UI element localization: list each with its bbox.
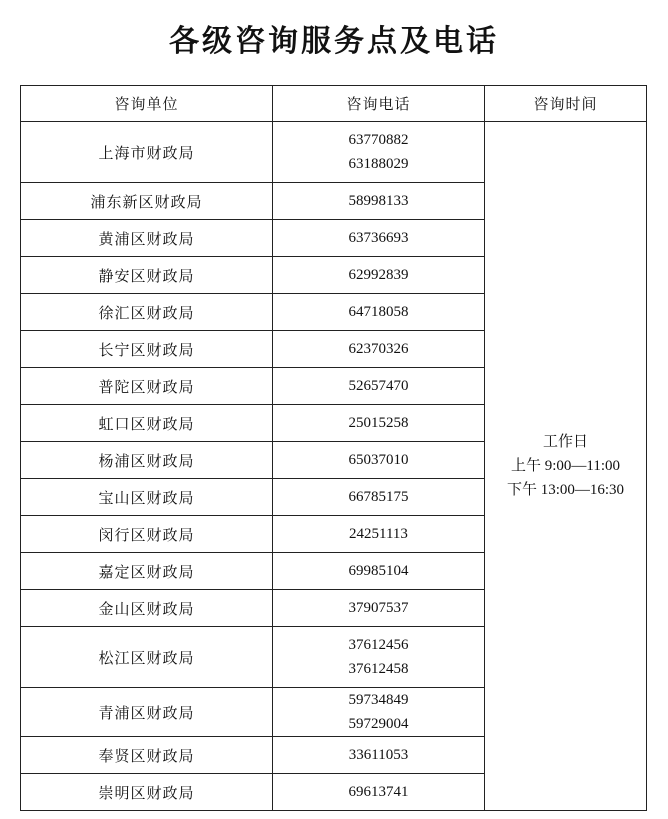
phone-number: 58998133 <box>348 193 409 209</box>
unit-name: 杨浦区财政局 <box>21 442 273 479</box>
unit-name: 普陀区财政局 <box>21 368 273 405</box>
phone-number: 59734849 <box>348 692 409 708</box>
contact-table <box>20 85 647 811</box>
phone-number: 63188029 <box>348 156 409 172</box>
phone-cell <box>273 442 485 479</box>
phone-number: 64718058 <box>348 304 409 320</box>
phone-number: 69985104 <box>348 563 409 579</box>
phone-cell <box>273 368 485 405</box>
unit-name: 青浦区财政局 <box>21 688 273 737</box>
phone-cell <box>273 516 485 553</box>
unit-name: 嘉定区财政局 <box>21 553 273 590</box>
phone-cell <box>273 627 485 688</box>
phone-number: 33611053 <box>348 747 409 763</box>
unit-name: 上海市财政局 <box>21 122 273 183</box>
phone-number: 37612456 <box>348 637 409 653</box>
phone-cell <box>273 294 485 331</box>
phone-number: 37907537 <box>348 600 409 616</box>
phone-cell <box>273 405 485 442</box>
phone-number: 24251113 <box>349 526 408 542</box>
phone-cell <box>273 183 485 220</box>
unit-name: 闵行区财政局 <box>21 516 273 553</box>
phone-number: 37612458 <box>348 661 409 677</box>
phone-cell <box>273 331 485 368</box>
phone-cell <box>273 257 485 294</box>
phone-cell <box>273 590 485 627</box>
header-unit: 咨询单位 <box>21 86 273 122</box>
phone-cell <box>273 688 485 737</box>
hours-line: 工作日 <box>542 434 588 450</box>
phone-number: 63736693 <box>348 230 409 246</box>
phone-cell <box>273 553 485 590</box>
unit-name: 崇明区财政局 <box>21 774 273 811</box>
table-row <box>21 122 647 183</box>
phone-number: 52657470 <box>348 378 409 394</box>
phone-cell <box>273 737 485 774</box>
unit-name: 徐汇区财政局 <box>21 294 273 331</box>
header-phone: 咨询电话 <box>273 86 485 122</box>
header-hours: 咨询时间 <box>485 86 647 122</box>
table-header-row <box>21 86 647 122</box>
unit-name: 宝山区财政局 <box>21 479 273 516</box>
hours-line: 上午 9:00—11:00 <box>510 458 621 474</box>
unit-name: 浦东新区财政局 <box>21 183 273 220</box>
phone-cell <box>273 220 485 257</box>
unit-name: 奉贤区财政局 <box>21 737 273 774</box>
unit-name: 长宁区财政局 <box>21 331 273 368</box>
phone-number: 66785175 <box>348 489 409 505</box>
phone-number: 25015258 <box>348 415 409 431</box>
phone-number: 59729004 <box>348 716 409 732</box>
phone-cell <box>273 479 485 516</box>
unit-name: 虹口区财政局 <box>21 405 273 442</box>
unit-name: 黄浦区财政局 <box>21 220 273 257</box>
phone-cell <box>273 122 485 183</box>
hours-cell <box>485 122 647 811</box>
phone-number: 65037010 <box>348 452 409 468</box>
page-title: 各级咨询服务点及电话 <box>169 24 499 59</box>
unit-name: 金山区财政局 <box>21 590 273 627</box>
hours-line: 下午 13:00—16:30 <box>506 482 625 498</box>
phone-number: 63770882 <box>348 132 409 148</box>
table-body <box>21 122 647 811</box>
unit-name: 静安区财政局 <box>21 257 273 294</box>
phone-cell <box>273 774 485 811</box>
unit-name: 松江区财政局 <box>21 627 273 688</box>
phone-number: 62992839 <box>348 267 409 283</box>
phone-number: 62370326 <box>348 341 409 357</box>
phone-number: 69613741 <box>348 784 409 800</box>
